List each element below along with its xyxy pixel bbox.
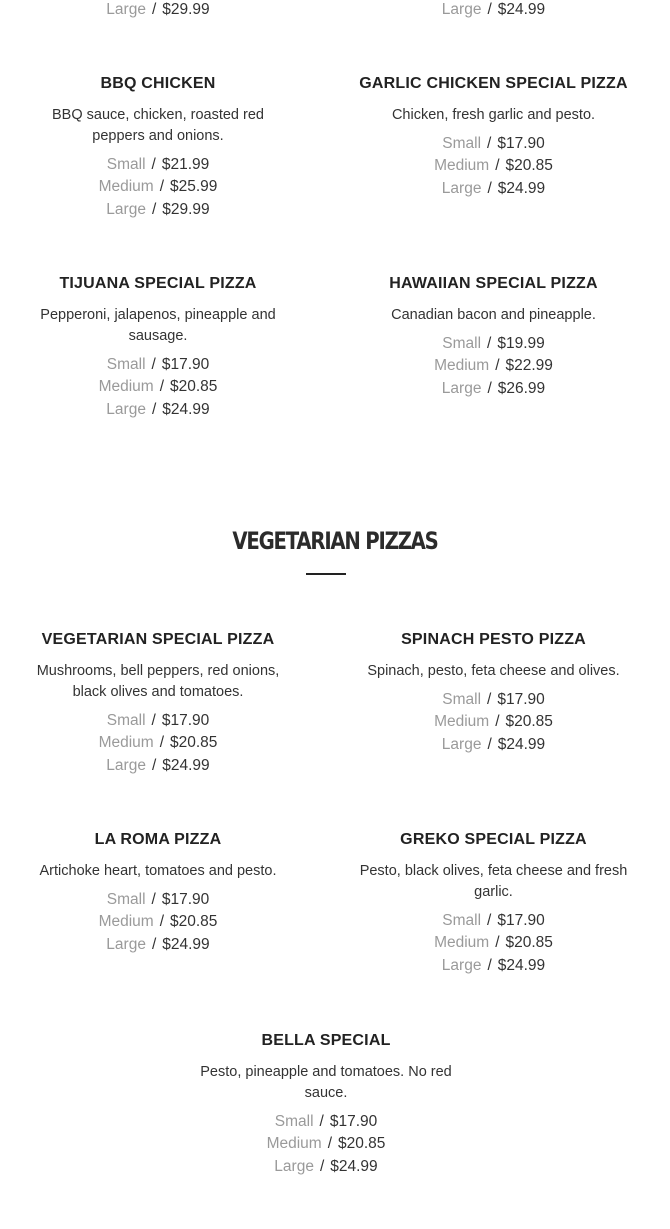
price-row-large [24, 399, 292, 421]
menu-item-bella-special [188, 1031, 464, 1178]
section-divider [306, 573, 346, 575]
menu-item-garlic-chicken-special [352, 74, 635, 200]
price-row-large [24, 199, 292, 221]
size-label: Medium [98, 913, 154, 931]
price-separator: / [159, 913, 165, 931]
price-row-medium [352, 711, 635, 733]
item-description: Pesto, pineapple and tomatoes. No red sauce. [200, 1064, 452, 1101]
item-title: GREKO SPECIAL PIZZA [400, 831, 587, 848]
price-amount: $20.85 [170, 378, 218, 396]
price-row-large [352, 0, 635, 21]
menu-item-tijuana-special [24, 274, 292, 421]
price-amount: $17.90 [161, 356, 210, 373]
price-list [24, 354, 292, 421]
menu-item-spinach-pesto [352, 630, 635, 756]
menu-item-greko-special [352, 830, 635, 977]
price-list [352, 689, 635, 756]
size-label: Large [274, 1157, 314, 1175]
price-list [352, 133, 635, 200]
price-amount: $21.99 [161, 156, 210, 173]
menu-item-partial-left [24, 0, 292, 21]
price-list [352, 333, 635, 400]
size-label: Medium [434, 157, 490, 175]
price-separator: / [151, 935, 157, 953]
size-label: Small [442, 691, 482, 708]
item-title: GARLIC CHICKEN SPECIAL PIZZA [359, 75, 628, 92]
price-separator: / [151, 400, 157, 418]
price-row-medium [24, 911, 292, 933]
price-amount: $24.99 [162, 756, 210, 774]
price-amount: $17.90 [329, 1113, 378, 1130]
item-description: Pesto, black olives, feta cheese and fresh garlic. [359, 863, 628, 900]
price-amount: $17.90 [497, 691, 545, 708]
size-label: Small [442, 912, 482, 929]
price-separator: / [495, 157, 500, 175]
price-amount: $20.85 [505, 934, 553, 952]
price-row-medium [188, 1133, 464, 1155]
price-amount: $20.85 [505, 713, 553, 731]
price-row-medium [24, 376, 292, 398]
price-separator: / [159, 378, 165, 396]
size-label: Small [106, 712, 146, 729]
price-list [24, 889, 292, 956]
menu-item-hawaiian-special [352, 274, 635, 400]
price-row-small [24, 889, 292, 911]
price-separator: / [495, 713, 500, 731]
price-row-small [352, 133, 635, 155]
price-list [352, 910, 635, 977]
size-label: Medium [266, 1135, 322, 1153]
price-separator: / [495, 357, 500, 375]
item-description: Chicken, fresh garlic and pesto. [391, 107, 596, 123]
price-separator: / [159, 734, 165, 752]
size-label: Medium [98, 178, 154, 196]
price-separator: / [487, 956, 492, 974]
price-row-small [24, 154, 292, 176]
price-amount: $20.85 [170, 913, 218, 931]
price-separator: / [151, 156, 156, 173]
section-title-vegetarian: VEGETARIAN PIZZAS [232, 527, 438, 555]
size-label: Small [106, 356, 146, 373]
price-separator: / [487, 179, 492, 197]
price-list [24, 154, 292, 221]
price-amount: $24.99 [497, 179, 546, 197]
item-title: TIJUANA SPECIAL PIZZA [59, 275, 257, 292]
size-label: Small [442, 135, 482, 152]
price-row-small [352, 333, 635, 355]
size-label: Medium [434, 713, 490, 731]
price-separator: / [151, 200, 157, 218]
price-amount: $25.99 [170, 178, 218, 196]
size-label: Large [106, 200, 146, 218]
price-amount: $24.99 [162, 400, 210, 418]
price-row-large [188, 1156, 464, 1178]
item-title: VEGETARIAN SPECIAL PIZZA [41, 631, 275, 648]
price-separator: / [487, 135, 492, 152]
item-title: BELLA SPECIAL [261, 1032, 391, 1049]
menu-item-vegetarian-special [24, 630, 292, 777]
price-separator: / [319, 1157, 325, 1175]
price-separator: / [151, 1, 157, 18]
price-row-small [352, 689, 635, 711]
price-row-large [352, 178, 635, 200]
size-label: Small [442, 335, 482, 352]
price-separator: / [487, 379, 492, 397]
price-separator: / [487, 691, 492, 708]
price-row-medium [352, 355, 635, 377]
size-label: Large [441, 735, 482, 753]
price-separator: / [151, 891, 156, 908]
price-separator: / [487, 912, 492, 929]
price-amount: $17.90 [161, 712, 210, 729]
price-amount: $24.99 [330, 1157, 378, 1175]
price-amount: $29.99 [162, 1, 210, 18]
price-row-small [24, 354, 292, 376]
price-separator: / [159, 178, 165, 196]
item-title: SPINACH PESTO PIZZA [401, 631, 586, 648]
item-description: Pepperoni, jalapenos, pineapple and sausage. [40, 307, 276, 344]
price-row-small [188, 1111, 464, 1133]
price-list [24, 710, 292, 777]
item-title: LA ROMA PIZZA [94, 831, 222, 848]
size-label: Medium [434, 934, 490, 952]
size-label: Large [106, 756, 146, 774]
price-amount: $17.90 [497, 135, 545, 152]
size-label: Small [106, 891, 146, 908]
price-separator: / [487, 335, 492, 352]
item-description: Mushrooms, bell peppers, red onions, black olives and tomatoes. [36, 663, 280, 700]
menu-item-la-roma [24, 830, 292, 956]
price-row-medium [24, 176, 292, 198]
size-label: Medium [98, 734, 154, 752]
price-amount: $24.99 [497, 956, 546, 974]
price-amount: $22.99 [505, 357, 553, 375]
size-label: Medium [98, 378, 154, 396]
item-description: BBQ sauce, chicken, roasted red peppers and onions. [52, 107, 264, 144]
price-separator: / [151, 712, 156, 729]
size-label: Medium [434, 357, 490, 375]
price-separator: / [319, 1113, 324, 1130]
price-separator: / [487, 735, 492, 753]
price-row-large [24, 934, 292, 956]
item-description: Spinach, pesto, feta cheese and olives. [367, 663, 620, 679]
price-row-large [352, 734, 635, 756]
price-row-large [24, 755, 292, 777]
item-description: Artichoke heart, tomatoes and pesto. [39, 863, 277, 879]
price-separator: / [151, 756, 157, 774]
price-amount: $24.99 [162, 935, 210, 953]
price-row-medium [352, 932, 635, 954]
size-label: Large [106, 400, 146, 418]
price-row-large [24, 0, 292, 21]
price-amount: $20.85 [170, 734, 218, 752]
price-amount: $24.99 [497, 1, 546, 18]
item-title: BBQ CHICKEN [100, 75, 216, 92]
price-separator: / [487, 1, 492, 18]
size-label: Large [106, 1, 146, 18]
price-amount: $29.99 [162, 200, 210, 218]
size-label: Large [441, 379, 482, 397]
price-separator: / [151, 356, 156, 373]
size-label: Large [441, 1, 482, 18]
price-amount: $17.90 [497, 912, 545, 929]
size-label: Small [106, 156, 146, 173]
size-label: Large [441, 179, 482, 197]
menu-item-partial-right [352, 0, 635, 21]
price-row-small [24, 710, 292, 732]
price-separator: / [327, 1135, 333, 1153]
size-label: Large [106, 935, 146, 953]
price-list [188, 1111, 464, 1178]
item-title: HAWAIIAN SPECIAL PIZZA [389, 275, 598, 292]
price-separator: / [495, 934, 500, 952]
price-amount: $26.99 [497, 379, 546, 397]
price-row-large [352, 378, 635, 400]
menu-item-bbq-chicken [24, 74, 292, 221]
price-row-medium [24, 732, 292, 754]
price-amount: $24.99 [497, 735, 546, 753]
price-amount: $19.99 [497, 335, 545, 352]
price-amount: $17.90 [161, 891, 210, 908]
price-row-small [352, 910, 635, 932]
price-amount: $20.85 [505, 157, 553, 175]
price-amount: $20.85 [338, 1135, 386, 1153]
item-description: Canadian bacon and pineapple. [391, 307, 596, 323]
price-row-medium [352, 155, 635, 177]
price-row-large [352, 955, 635, 977]
size-label: Large [441, 956, 482, 974]
size-label: Small [274, 1113, 314, 1130]
